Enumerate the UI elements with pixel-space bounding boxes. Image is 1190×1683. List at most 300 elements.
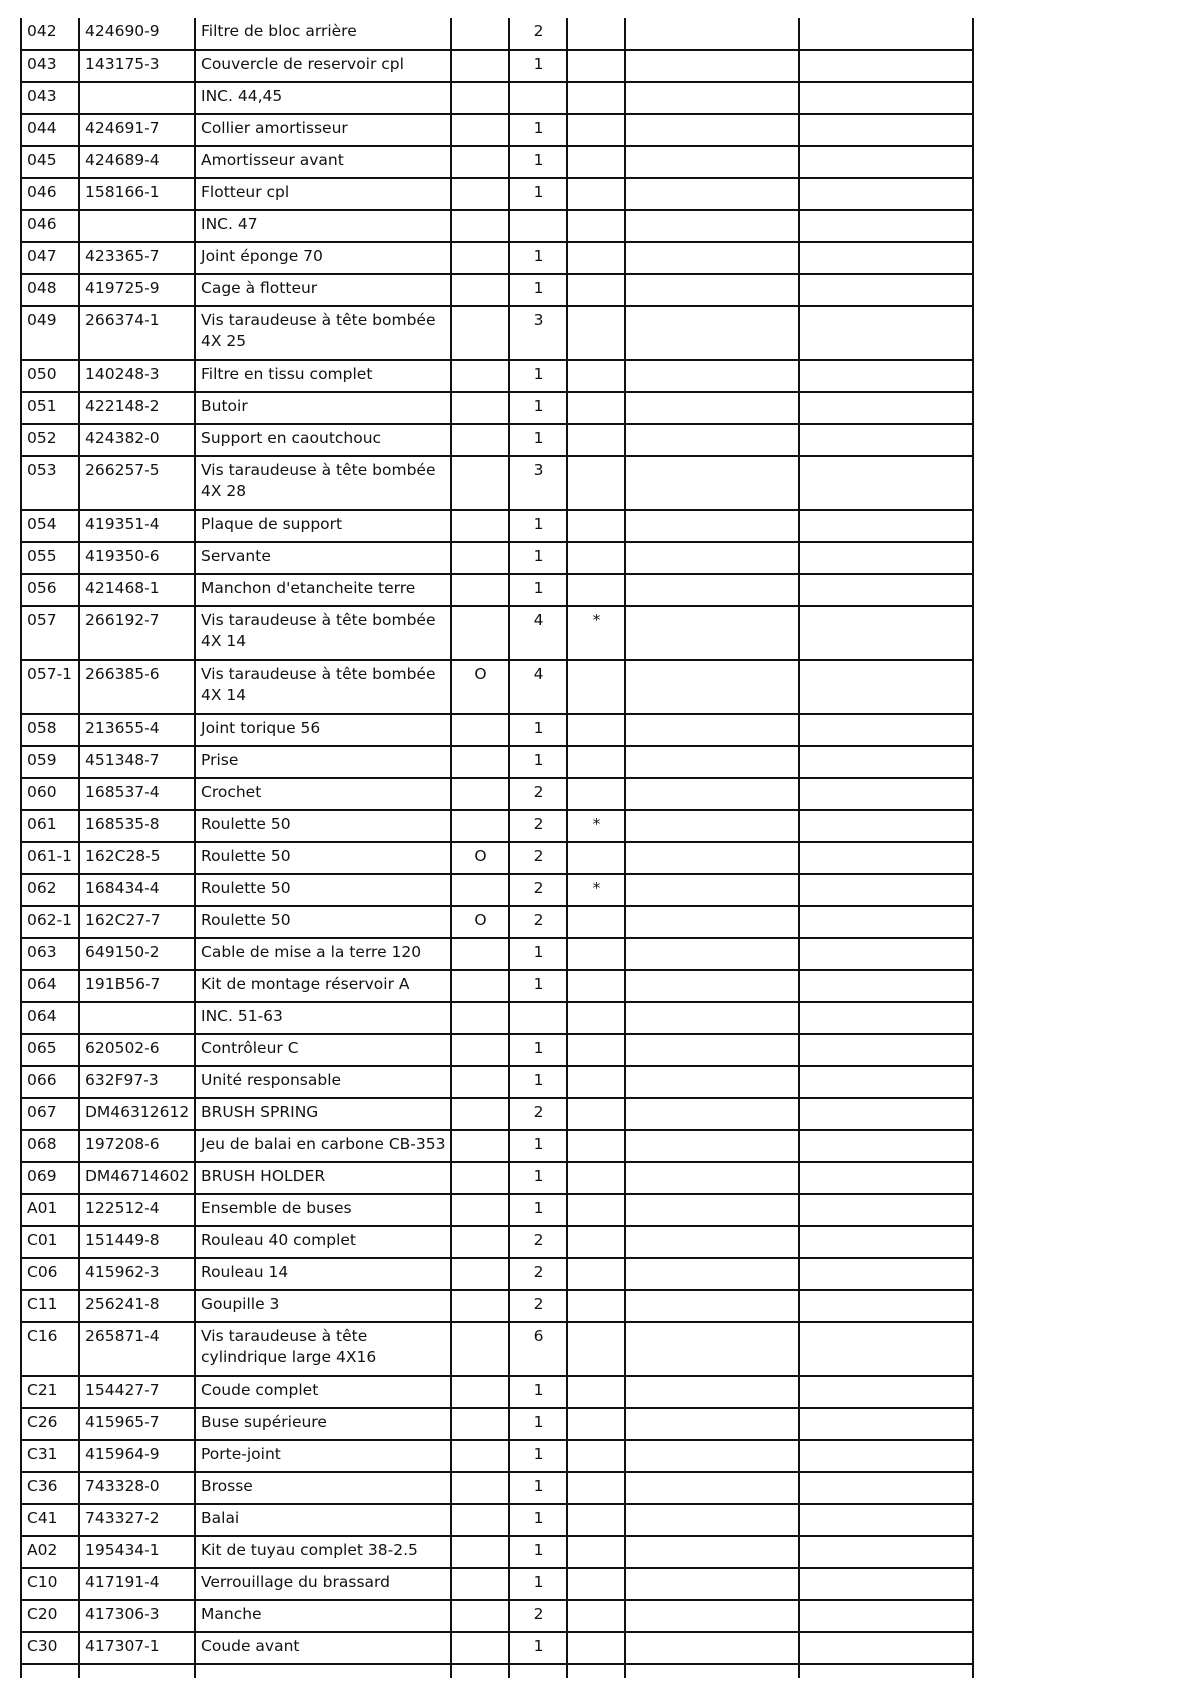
description-cell: Vis taraudeuse à tête cylindrique large 4X16 [195,1322,451,1376]
part-number-cell: 415964-9 [79,1440,195,1472]
note-mark-cell: * [567,810,625,842]
item-number-cell: 061 [21,810,79,842]
description-cell: Joint torique 56 [195,714,451,746]
empty-cell [625,906,799,938]
item-number-cell: 052 [21,424,79,456]
item-number-cell: 044 [21,114,79,146]
part-number-cell: 417191-4 [79,1568,195,1600]
part-number-cell: 417306-3 [79,1600,195,1632]
item-number-cell: 055 [21,542,79,574]
empty-cell [625,18,799,50]
note-mark-cell [567,274,625,306]
part-number-cell: 419350-6 [79,542,195,574]
description-cell: Filtre de bloc arrière [195,18,451,50]
part-number-cell: 140248-3 [79,360,195,392]
part-number-cell: 422148-2 [79,392,195,424]
option-mark-cell [451,18,509,50]
description-cell: Vis taraudeuse à tête bombée 4X 14 [195,606,451,660]
part-number-cell: 162C27-7 [79,906,195,938]
empty-cell [799,392,973,424]
empty-cell [799,1440,973,1472]
part-number-cell: 168537-4 [79,778,195,810]
part-number-cell: 451348-7 [79,746,195,778]
part-number-cell: 743328-0 [79,1472,195,1504]
quantity-cell: 2 [509,1600,567,1632]
part-number-cell: 419725-9 [79,274,195,306]
table-row [21,842,973,874]
part-number-cell: 143175-3 [79,50,195,82]
empty-cell [625,1568,799,1600]
quantity-cell: 1 [509,1440,567,1472]
option-mark-cell [451,574,509,606]
empty-cell [625,510,799,542]
table-row [21,970,973,1002]
note-mark-cell [567,1376,625,1408]
description-cell: Crochet [195,778,451,810]
table-row-continuation [21,1664,973,1678]
note-mark-cell [567,210,625,242]
table-row [21,746,973,778]
table-row [21,82,973,114]
option-mark-cell [451,1034,509,1066]
table-row [21,210,973,242]
empty-cell [625,1258,799,1290]
note-mark-cell [567,906,625,938]
empty-cell [625,970,799,1002]
description-cell: Contrôleur C [195,1034,451,1066]
description-cell: Cage à flotteur [195,274,451,306]
table-row [21,1600,973,1632]
part-number-cell: 266374-1 [79,306,195,360]
empty-cell [625,574,799,606]
option-mark-cell [451,1600,509,1632]
item-number-cell: 057 [21,606,79,660]
table-row [21,1568,973,1600]
description-cell: Balai [195,1504,451,1536]
part-number-cell: 423365-7 [79,242,195,274]
description-cell: Rouleau 14 [195,1258,451,1290]
note-mark-cell [567,842,625,874]
quantity-cell: 4 [509,606,567,660]
description-cell: Roulette 50 [195,906,451,938]
quantity-cell: 2 [509,1258,567,1290]
item-number-cell: 064 [21,970,79,1002]
note-mark-cell [567,50,625,82]
option-mark-cell [451,242,509,274]
description-cell: Collier amortisseur [195,114,451,146]
note-mark-cell [567,1322,625,1376]
description-cell: BRUSH HOLDER [195,1162,451,1194]
empty-cell [799,82,973,114]
item-number-cell: 066 [21,1066,79,1098]
empty-cell [625,810,799,842]
description-cell: Jeu de balai en carbone CB-353 [195,1130,451,1162]
empty-cell [799,906,973,938]
empty-cell [799,1632,973,1664]
description-cell: Amortisseur avant [195,146,451,178]
table-row [21,242,973,274]
quantity-cell [509,82,567,114]
empty-cell [79,1664,195,1678]
empty-cell [799,1002,973,1034]
option-mark-cell [451,210,509,242]
quantity-cell: 1 [509,1194,567,1226]
table-row [21,1034,973,1066]
description-cell: Coude complet [195,1376,451,1408]
empty-cell [625,1226,799,1258]
quantity-cell: 1 [509,242,567,274]
part-number-cell: 649150-2 [79,938,195,970]
quantity-cell: 1 [509,574,567,606]
empty-cell [799,1034,973,1066]
empty-cell [799,1130,973,1162]
description-cell: Prise [195,746,451,778]
note-mark-cell [567,574,625,606]
table-row [21,906,973,938]
empty-cell [799,146,973,178]
table-row [21,1376,973,1408]
empty-cell [799,842,973,874]
description-cell: Roulette 50 [195,874,451,906]
empty-cell [799,1322,973,1376]
table-row [21,1226,973,1258]
empty-cell [799,1258,973,1290]
empty-cell [799,574,973,606]
empty-cell [625,1376,799,1408]
note-mark-cell [567,1632,625,1664]
quantity-cell: 1 [509,274,567,306]
item-number-cell: 059 [21,746,79,778]
description-cell: Roulette 50 [195,810,451,842]
empty-cell [799,1408,973,1440]
quantity-cell: 1 [509,1568,567,1600]
quantity-cell: 3 [509,306,567,360]
item-number-cell: C26 [21,1408,79,1440]
description-cell: Plaque de support [195,510,451,542]
part-number-cell [79,210,195,242]
description-cell: INC. 44,45 [195,82,451,114]
option-mark-cell [451,970,509,1002]
table-row [21,146,973,178]
empty-cell [799,456,973,510]
item-number-cell: C10 [21,1568,79,1600]
table-row [21,660,973,714]
note-mark-cell [567,456,625,510]
option-mark-cell [451,746,509,778]
empty-cell [625,424,799,456]
note-mark-cell [567,1130,625,1162]
table-row [21,456,973,510]
part-number-cell: 256241-8 [79,1290,195,1322]
part-number-cell: 168434-4 [79,874,195,906]
item-number-cell: 056 [21,574,79,606]
item-number-cell: C36 [21,1472,79,1504]
table-row [21,114,973,146]
empty-cell [799,306,973,360]
parts-table-body [21,18,973,1678]
empty-cell [625,1130,799,1162]
part-number-cell [79,1002,195,1034]
table-row [21,274,973,306]
empty-cell [451,1664,509,1678]
empty-cell [625,360,799,392]
item-number-cell: 046 [21,210,79,242]
option-mark-cell [451,146,509,178]
item-number-cell: C41 [21,1504,79,1536]
note-mark-cell [567,660,625,714]
item-number-cell: 051 [21,392,79,424]
empty-cell [625,1322,799,1376]
empty-cell [625,82,799,114]
table-row [21,542,973,574]
description-cell: Vis taraudeuse à tête bombée 4X 25 [195,306,451,360]
part-number-cell: 265871-4 [79,1322,195,1376]
quantity-cell: 1 [509,360,567,392]
empty-cell [625,1290,799,1322]
note-mark-cell [567,1098,625,1130]
empty-cell [625,938,799,970]
quantity-cell: 1 [509,1632,567,1664]
note-mark-cell [567,1440,625,1472]
empty-cell [799,1290,973,1322]
empty-cell [799,1226,973,1258]
description-cell: Buse supérieure [195,1408,451,1440]
table-row [21,1066,973,1098]
empty-cell [799,746,973,778]
empty-cell [799,50,973,82]
table-row [21,938,973,970]
empty-cell [799,114,973,146]
quantity-cell: 1 [509,1376,567,1408]
empty-cell [625,606,799,660]
note-mark-cell [567,146,625,178]
empty-cell [625,1632,799,1664]
item-number-cell: 043 [21,82,79,114]
quantity-cell: 6 [509,1322,567,1376]
quantity-cell: 1 [509,1408,567,1440]
empty-cell [625,242,799,274]
empty-cell [799,660,973,714]
part-number-cell: 197208-6 [79,1130,195,1162]
empty-cell [799,606,973,660]
table-row [21,18,973,50]
note-mark-cell [567,178,625,210]
part-number-cell: 122512-4 [79,1194,195,1226]
option-mark-cell [451,714,509,746]
quantity-cell: 2 [509,874,567,906]
part-number-cell: 424382-0 [79,424,195,456]
table-row [21,1002,973,1034]
empty-cell [625,1002,799,1034]
item-number-cell: 065 [21,1034,79,1066]
item-number-cell: 054 [21,510,79,542]
quantity-cell: 1 [509,1504,567,1536]
item-number-cell: 050 [21,360,79,392]
table-row [21,1408,973,1440]
option-mark-cell [451,1376,509,1408]
option-mark-cell [451,1322,509,1376]
option-mark-cell [451,1632,509,1664]
item-number-cell: A01 [21,1194,79,1226]
quantity-cell: 2 [509,778,567,810]
empty-cell [625,114,799,146]
part-number-cell: 417307-1 [79,1632,195,1664]
quantity-cell: 2 [509,1098,567,1130]
quantity-cell: 1 [509,1130,567,1162]
description-cell: Rouleau 40 complet [195,1226,451,1258]
item-number-cell: 062 [21,874,79,906]
option-mark-cell: O [451,906,509,938]
note-mark-cell [567,1194,625,1226]
empty-cell [799,1472,973,1504]
table-row [21,874,973,906]
empty-cell [625,1098,799,1130]
empty-cell [799,714,973,746]
quantity-cell: 1 [509,510,567,542]
quantity-cell: 2 [509,842,567,874]
note-mark-cell [567,1162,625,1194]
empty-cell [799,938,973,970]
part-number-cell: 151449-8 [79,1226,195,1258]
item-number-cell: 045 [21,146,79,178]
description-cell: Brosse [195,1472,451,1504]
part-number-cell: 195434-1 [79,1536,195,1568]
quantity-cell: 2 [509,18,567,50]
empty-cell [625,392,799,424]
quantity-cell: 1 [509,1066,567,1098]
empty-cell [799,18,973,50]
option-mark-cell [451,50,509,82]
empty-cell [21,1664,79,1678]
empty-cell [625,1440,799,1472]
item-number-cell: 053 [21,456,79,510]
item-number-cell: C11 [21,1290,79,1322]
description-cell: Vis taraudeuse à tête bombée 4X 14 [195,660,451,714]
quantity-cell: 1 [509,178,567,210]
table-row [21,1536,973,1568]
empty-cell [625,178,799,210]
empty-cell [625,1408,799,1440]
description-cell: Porte-joint [195,1440,451,1472]
empty-cell [799,178,973,210]
description-cell: Couvercle de reservoir cpl [195,50,451,82]
part-number-cell: 424689-4 [79,146,195,178]
empty-cell [625,146,799,178]
option-mark-cell [451,456,509,510]
quantity-cell: 1 [509,392,567,424]
option-mark-cell [451,1440,509,1472]
table-row [21,1440,973,1472]
quantity-cell: 1 [509,714,567,746]
note-mark-cell [567,778,625,810]
option-mark-cell [451,360,509,392]
part-number-cell: DM46312612 [79,1098,195,1130]
empty-cell [799,274,973,306]
note-mark-cell: * [567,874,625,906]
option-mark-cell [451,1568,509,1600]
empty-cell [799,778,973,810]
option-mark-cell: O [451,660,509,714]
note-mark-cell [567,746,625,778]
note-mark-cell [567,1290,625,1322]
empty-cell [799,1162,973,1194]
option-mark-cell [451,542,509,574]
part-number-cell: 415965-7 [79,1408,195,1440]
table-row [21,424,973,456]
table-row [21,1290,973,1322]
quantity-cell: 2 [509,1226,567,1258]
description-cell: Butoir [195,392,451,424]
quantity-cell: 3 [509,456,567,510]
option-mark-cell [451,392,509,424]
quantity-cell: 1 [509,1536,567,1568]
note-mark-cell [567,510,625,542]
quantity-cell: 2 [509,906,567,938]
quantity-cell: 1 [509,938,567,970]
quantity-cell: 1 [509,542,567,574]
note-mark-cell [567,542,625,574]
part-number-cell: 743327-2 [79,1504,195,1536]
note-mark-cell [567,242,625,274]
part-number-cell: 266192-7 [79,606,195,660]
empty-cell [799,1568,973,1600]
item-number-cell: 046 [21,178,79,210]
note-mark-cell [567,392,625,424]
empty-cell [625,842,799,874]
description-cell: Unité responsable [195,1066,451,1098]
description-cell: BRUSH SPRING [195,1098,451,1130]
empty-cell [625,1034,799,1066]
option-mark-cell [451,1472,509,1504]
option-mark-cell [451,1536,509,1568]
note-mark-cell [567,1226,625,1258]
part-number-cell: 421468-1 [79,574,195,606]
item-number-cell: C30 [21,1632,79,1664]
item-number-cell: 062-1 [21,906,79,938]
description-cell: Kit de tuyau complet 38-2.5 [195,1536,451,1568]
empty-cell [625,1472,799,1504]
item-number-cell: 067 [21,1098,79,1130]
empty-cell [625,542,799,574]
table-row [21,1194,973,1226]
item-number-cell: C20 [21,1600,79,1632]
empty-cell [625,1066,799,1098]
part-number-cell: 632F97-3 [79,1066,195,1098]
empty-cell [625,306,799,360]
parts-list-table [20,18,974,1678]
empty-cell [625,1664,799,1678]
item-number-cell: 069 [21,1162,79,1194]
description-cell: INC. 51-63 [195,1002,451,1034]
quantity-cell: 1 [509,146,567,178]
note-mark-cell: * [567,606,625,660]
quantity-cell: 1 [509,1034,567,1066]
part-number-cell: 415962-3 [79,1258,195,1290]
quantity-cell: 1 [509,970,567,1002]
description-cell: Manche [195,1600,451,1632]
quantity-cell: 2 [509,1290,567,1322]
table-row [21,360,973,392]
item-number-cell: 063 [21,938,79,970]
item-number-cell: 060 [21,778,79,810]
note-mark-cell [567,1536,625,1568]
empty-cell [799,1194,973,1226]
option-mark-cell [451,778,509,810]
empty-cell [799,970,973,1002]
item-number-cell: 068 [21,1130,79,1162]
part-number-cell: 424691-7 [79,114,195,146]
part-number-cell: 213655-4 [79,714,195,746]
